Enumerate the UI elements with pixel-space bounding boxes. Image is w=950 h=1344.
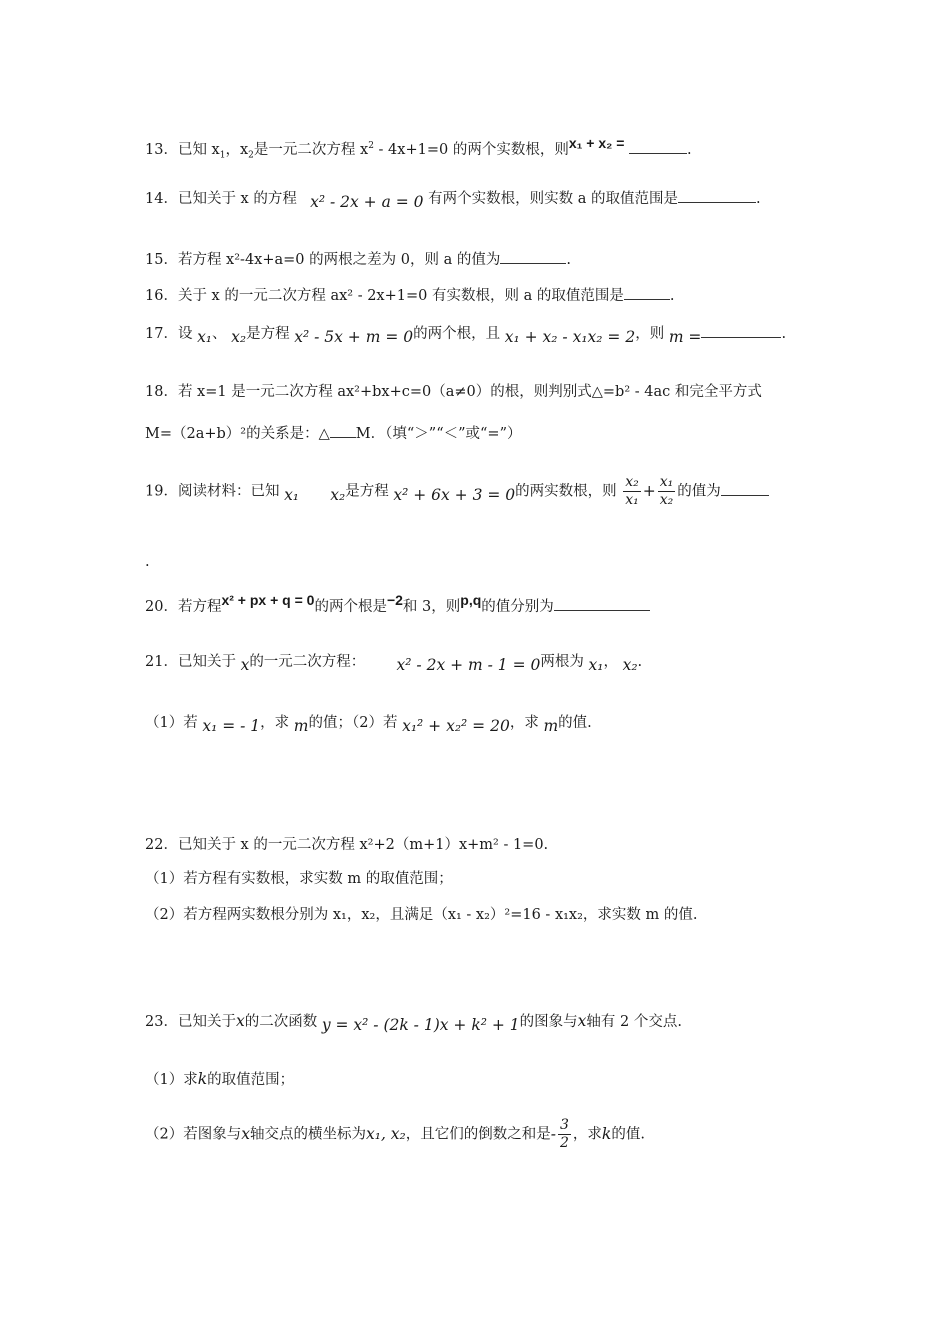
q13-expression: x₁ + x₂ =: [568, 134, 625, 151]
q17-text-d: ，则: [635, 326, 665, 342]
q21-sub1-expression: x₁ = - 1: [202, 717, 261, 735]
q22-line-2: （1）若方程有实数根，求实数 m 的取值范围；: [145, 871, 453, 887]
q20-text-a: 20．若方程: [145, 599, 222, 615]
q21-x: x: [240, 656, 250, 674]
q17-x1: x₁: [197, 328, 213, 346]
q21-sub2-b: ，求: [509, 715, 539, 731]
q23-sub1-b: 的取值范围；: [207, 1072, 295, 1088]
q21-sub1-c: 的值；（2）若: [308, 715, 398, 731]
q19-frac2-den: x₂: [659, 492, 674, 508]
q19-answer-blank[interactable]: [721, 481, 769, 496]
q19-plus: +: [642, 481, 656, 500]
q21-sub1-m: m: [293, 717, 309, 735]
q23-sub2-c: ，且它们的倒数之和是: [405, 1126, 551, 1143]
q14-answer-blank[interactable]: [678, 188, 756, 203]
q20-pq: p,q: [460, 592, 482, 608]
q21-sub2-c: 的值.: [558, 715, 592, 731]
q22-line-1: 22．已知关于 x 的一元二次方程 x²+2（m+1）x+m² - 1=0.: [145, 837, 549, 853]
question-14: [145, 188, 820, 209]
q20-answer-blank[interactable]: [554, 596, 650, 611]
question-22-line-3: [145, 905, 820, 925]
question-21-subparts: [145, 712, 820, 733]
question-19-dot: [145, 552, 820, 572]
question-23-sub-1: [145, 1069, 820, 1090]
question-22-line-2: [145, 869, 820, 889]
q14-text-a: 14．已知关于 x 的方程: [145, 191, 297, 207]
q17-expression-2: x₁ + x₂ - x₁x₂ = 2: [504, 328, 636, 346]
q23-x: x: [235, 1012, 245, 1030]
q19-expression: x² + 6x + 3 = 0: [393, 485, 516, 504]
q18-line-2a: M=（2a+b）²的关系是：△: [145, 426, 330, 442]
q19-text-d: 的值为: [677, 483, 721, 500]
question-18-line-1: [145, 382, 820, 402]
q13-text-c: 是一元二次方程 x: [253, 141, 369, 158]
q17-text-b: 是方程: [246, 326, 290, 342]
question-20: [145, 592, 820, 617]
q13-sub-2: 2: [248, 150, 254, 161]
q16-end: .: [669, 288, 675, 304]
q13-sub-1: 1: [219, 150, 226, 161]
q18-line-2b: M．（填“＞”“＜”或“=”）: [355, 426, 522, 442]
question-23: [145, 1011, 820, 1032]
q23-sub2-x: x: [241, 1124, 250, 1143]
question-16: [145, 285, 820, 306]
q15-end: .: [566, 252, 571, 268]
q21-x1: x₁: [588, 656, 604, 674]
q19-frac1-num: x₂: [625, 474, 639, 490]
q19-frac1-den: x₁: [625, 492, 639, 508]
q21-expression: x² - 2x + m - 1 = 0: [396, 656, 541, 674]
q23-sub2-b: 轴交点的横坐标为: [249, 1126, 366, 1143]
q21-x2: x₂: [622, 656, 638, 674]
q14-end: .: [756, 191, 761, 207]
q23-sub2-roots: x₁, x₂: [365, 1124, 406, 1143]
q23-sub1: （1）求: [145, 1072, 198, 1088]
q21-sub2-m: m: [543, 717, 559, 735]
question-22-line-1: [145, 835, 820, 855]
q17-x2: x₂: [231, 328, 247, 346]
q23-frac-den: 2: [560, 1135, 569, 1151]
q13-end: .: [687, 141, 692, 158]
q17-text-c: 的两个根，且: [413, 326, 501, 342]
q21-text-a: 21．已知关于: [145, 654, 236, 670]
q19-frac2-num: x₁: [659, 474, 674, 490]
q19-fraction-2: [658, 474, 676, 509]
q17-text-a: 17．设: [145, 326, 193, 342]
q15-text-a: 15．若方程 x²-4x+a=0 的两根之差为 0，则 a 的值为: [145, 252, 501, 268]
q21-end: .: [637, 654, 643, 670]
q16-text-a: 16．关于 x 的一元二次方程 ax² - 2x+1=0 有实数根，则 a 的取值范围是: [145, 288, 624, 304]
q19-text-b: 是方程: [345, 483, 389, 500]
q23-minus: -: [550, 1124, 556, 1143]
q21-text-c: 两根为: [540, 654, 584, 670]
q18-line-1: 18．若 x=1 是一元二次方程 ax²+bx+c=0（a≠0）的根，则判别式△=b² - 4ac 和完全平方式: [145, 384, 762, 400]
q14-expression: x² - 2x + a = 0: [310, 193, 424, 211]
q20-text-b: 的两个根是: [314, 599, 387, 615]
q21-text-b: 的一元二次方程：: [249, 654, 366, 670]
q21-sub1-b: ，求: [260, 715, 290, 731]
q23-text-a: 23．已知关于: [145, 1014, 236, 1030]
q19-x2: x₂: [330, 485, 346, 504]
q13-text-b: ，x: [225, 141, 249, 158]
q19-text-c: 的两实数根，则: [515, 483, 617, 500]
q19-text-a: 19．阅读材料：已知: [145, 483, 280, 500]
q23-fraction: [558, 1117, 571, 1152]
q14-text-b: 有两个实数根，则实数 a 的取值范围是: [428, 191, 678, 207]
q22-line-3: （2）若方程两实数根分别为 x₁，x₂，且满足（x₁ - x₂）²=16 - x₁x₂，求实数 m 的值.: [145, 907, 698, 923]
q23-frac-num: 3: [560, 1117, 569, 1133]
q23-sub2-d: ，求: [572, 1126, 602, 1143]
q23-sub2-e: 的值.: [611, 1126, 645, 1143]
q17-sep: 、: [212, 326, 227, 342]
q15-answer-blank[interactable]: [500, 249, 566, 264]
q17-expression-3: m =: [668, 328, 702, 346]
q19-fraction-1: [623, 474, 641, 509]
q23-k: k: [197, 1070, 208, 1088]
question-15: [145, 249, 820, 270]
q23-text-d: 轴有 2 个交点.: [586, 1014, 682, 1030]
q19-dot: .: [145, 554, 150, 570]
q17-expression: x² - 5x + m = 0: [294, 328, 414, 346]
question-17: [145, 323, 820, 344]
q21-sub2-expression: x₁² + x₂² = 20: [402, 717, 510, 735]
q20-root: −2: [386, 592, 403, 608]
q18-answer-blank[interactable]: [330, 423, 356, 438]
question-19: [145, 474, 820, 509]
q20-expression: x² + px + q = 0: [221, 592, 315, 608]
q23-expression: y = x² - (2k - 1)x + k² + 1: [321, 1016, 520, 1034]
q23-text-b: 的二次函数: [244, 1014, 318, 1030]
q17-end: .: [781, 326, 787, 342]
q23-x2: x: [577, 1012, 587, 1030]
q23-sub2-k: k: [601, 1124, 612, 1143]
q19-x1: x₁: [284, 485, 300, 504]
question-23-sub-2: [145, 1117, 820, 1152]
question-13: [145, 136, 820, 166]
q20-text-c: 和 3，则: [402, 599, 461, 615]
q21-comma: ，: [603, 654, 618, 670]
q13-text-a: 13．已知 x: [145, 141, 220, 158]
q13-sup-2: 2: [368, 141, 374, 151]
q23-text-c: 的图象与: [519, 1014, 578, 1030]
q23-sub2-a: （2）若图象与: [145, 1126, 242, 1143]
q13-text-d: - 4x+1=0 的两个实数根，则: [373, 141, 569, 158]
q20-text-d: 的值分别为: [481, 599, 554, 615]
q21-sub1-a: （1）若: [145, 715, 198, 731]
question-21: [145, 651, 820, 672]
q17-answer-blank[interactable]: [701, 323, 781, 338]
q13-answer-blank[interactable]: [629, 139, 687, 154]
q16-answer-blank[interactable]: [624, 285, 670, 300]
question-18-line-2: [145, 423, 820, 444]
